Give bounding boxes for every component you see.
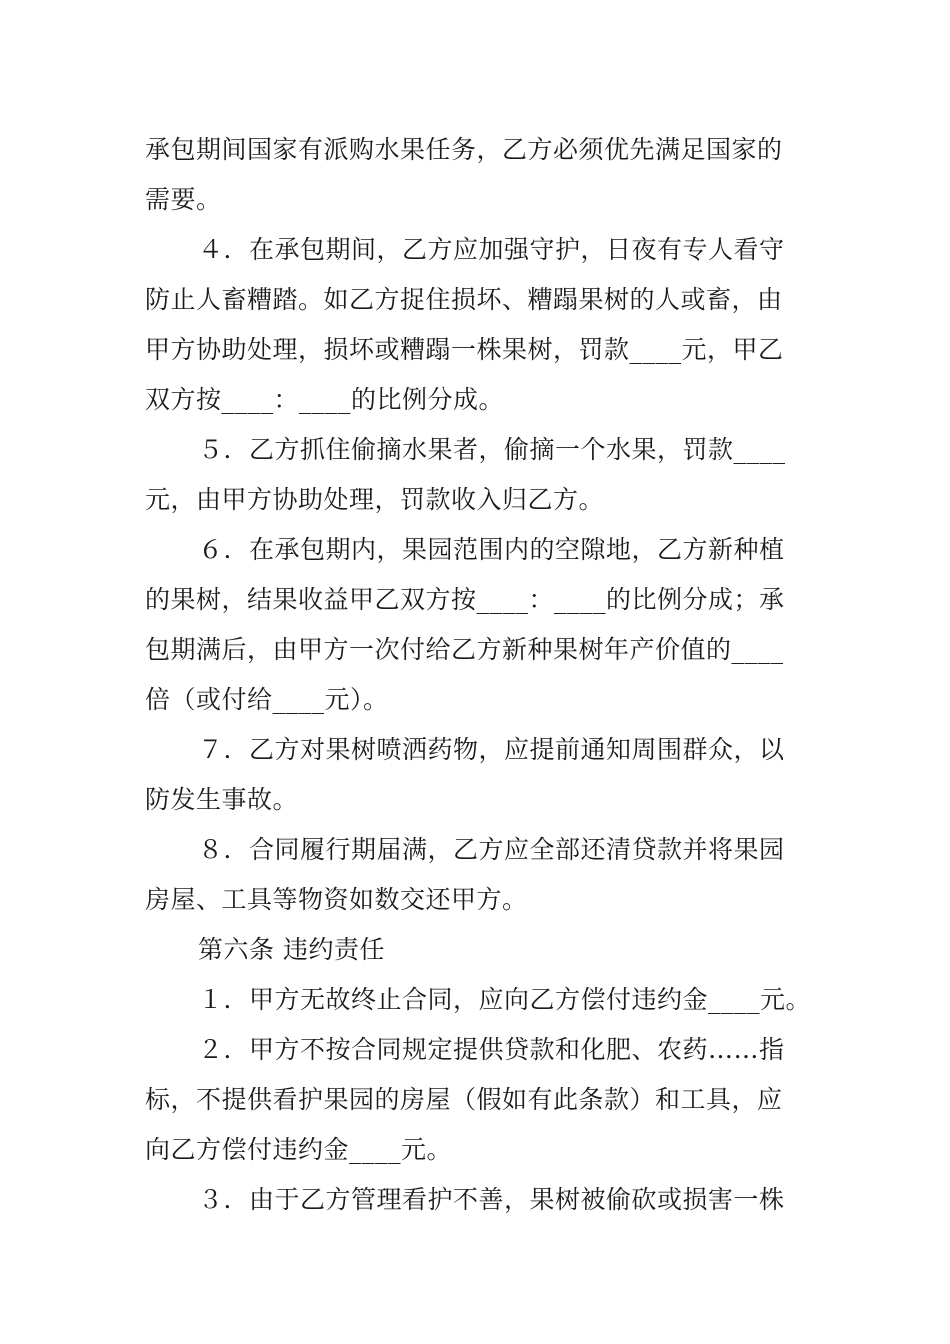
text-line: ２．甲方不按合同规定提供贷款和化肥、农药……指 — [198, 1035, 785, 1064]
text-line: 甲方协助处理，损坏或糟蹋一株果树，罚款____元，甲乙 — [145, 335, 784, 364]
text-line: ４．在承包期间，乙方应加强守护，日夜有专人看守 — [198, 235, 785, 264]
text-line: ３．由于乙方管理看护不善，果树被偷砍或损害一株 — [198, 1185, 785, 1214]
text-line: 承包期间国家有派购水果任务，乙方必须优先满足国家的 — [145, 135, 783, 164]
text-line: 防止人畜糟踏。如乙方捉住损坏、糟蹋果树的人或畜，由 — [145, 285, 783, 314]
text-line: ６．在承包期内，果园范围内的空隙地，乙方新种植 — [198, 535, 785, 564]
text-line: 的果树，结果收益甲乙双方按____：____的比例分成；承 — [145, 585, 785, 614]
text-line: 标，不提供看护果园的房屋（假如有此条款）和工具，应 — [145, 1085, 783, 1114]
text-line: 元，由甲方协助处理，罚款收入归乙方。 — [145, 485, 605, 514]
text-line: ７．乙方对果树喷洒药物，应提前通知周围群众，以 — [198, 735, 785, 764]
text-line: 双方按____：____的比例分成。 — [145, 385, 505, 414]
text-line: ８．合同履行期届满，乙方应全部还清贷款并将果园 — [198, 835, 785, 864]
text-line: ５．乙方抓住偷摘水果者，偷摘一个水果，罚款____ — [198, 435, 786, 464]
section-heading: 第六条 违约责任 — [198, 935, 385, 964]
text-line: 需要。 — [145, 185, 222, 214]
text-line: １．甲方无故终止合同，应向乙方偿付违约金____元。 — [198, 985, 812, 1014]
text-line: 倍（或付给____元）。 — [145, 685, 389, 714]
text-line: 向乙方偿付违约金____元。 — [145, 1135, 453, 1164]
text-line: 房屋、工具等物资如数交还甲方。 — [145, 885, 528, 914]
text-line: 防发生事故。 — [145, 785, 299, 814]
text-line: 包期满后，由甲方一次付给乙方新种果树年产价值的____ — [145, 635, 784, 664]
